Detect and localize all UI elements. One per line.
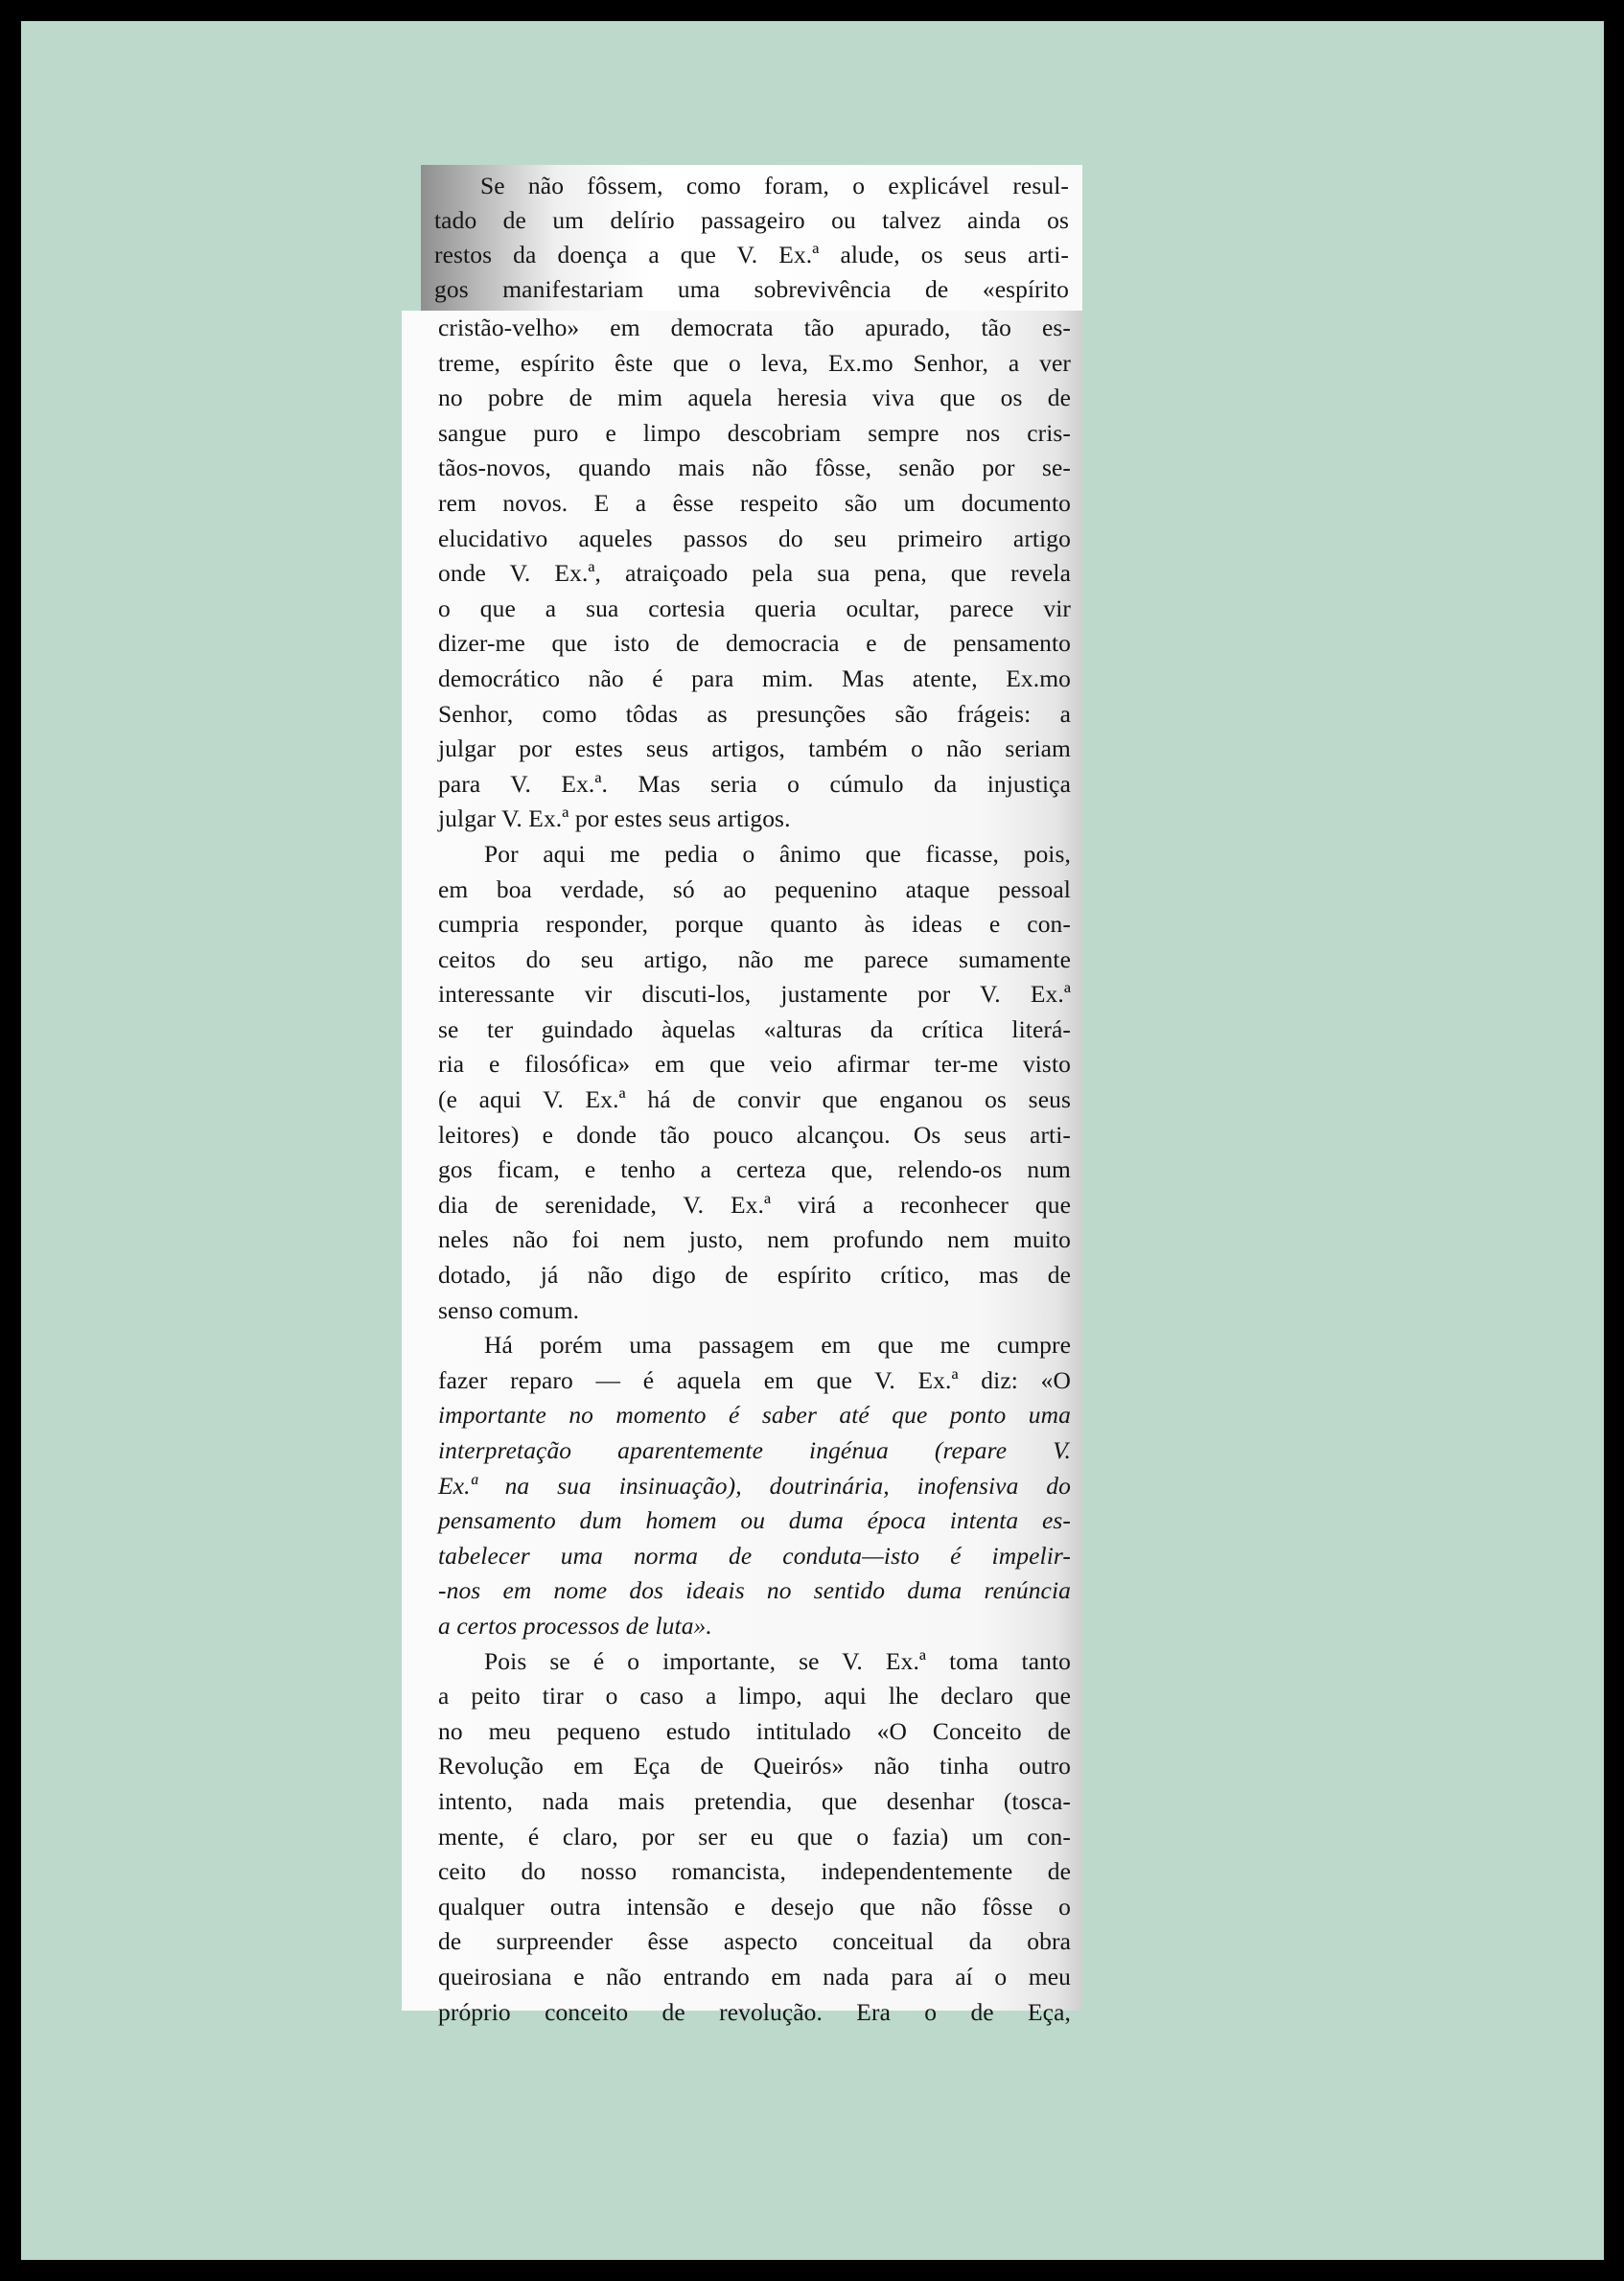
text-line: julgar por estes seus artigos, também o não seriam (438, 734, 1071, 763)
paragraph-1 (438, 311, 1071, 837)
text-line: Por aqui me pedia o ânimo que ficasse, pois, (484, 839, 1071, 868)
text-line: dotado, já não digo de espírito crítico, mas de (438, 1261, 1071, 1290)
text-line: rem novos. E a êsse respeito são um documento (438, 488, 1071, 517)
text-line: interpretação aparentemente ingénua (repare V. (438, 1436, 1071, 1464)
text-line: Ex.ª na sua insinuação), doutrinária, inofensiva do (438, 1471, 1071, 1500)
text-line: -nos em nome dos ideais no sentido duma renúncia (438, 1576, 1071, 1605)
text-line: onde V. Ex.ª, atraiçoado pela sua pena, que revela (438, 559, 1071, 588)
text-line: fazer reparo — é aquela em que V. Ex.ª diz: «O (438, 1365, 1071, 1394)
text-line: intento, nada mais pretendia, que desenhar (tosca- (438, 1786, 1071, 1815)
mounting-board (21, 21, 1604, 2260)
text-line: qualquer outra intensão e desejo que não fôsse o (438, 1892, 1071, 1920)
text-line: ceitos do seu artigo, não me parece sumamente (438, 944, 1071, 973)
text-line: de surpreender êsse aspecto conceitual da obra (438, 1927, 1071, 1956)
text-line: em boa verdade, só ao pequenino ataque pessoal (438, 874, 1071, 903)
text-line: tado de um delírio passageiro ou talvez ainda os (434, 206, 1069, 234)
text-line: interessante vir discuti-los, justamente por V. Ex.ª (438, 980, 1071, 1009)
text-line: Pois se é o importante, se V. Ex.ª toma tanto (484, 1646, 1071, 1675)
text-line: dizer-me que isto de democracia e de pensamento (438, 629, 1071, 658)
text-line: queirosiana e não entrando em nada para aí o meu (438, 1962, 1071, 1990)
text-line: senso comum. (438, 1295, 580, 1324)
paragraph-3 (438, 1328, 1071, 1643)
text-line: próprio conceito de revolução. Era o de Eça, (438, 1997, 1071, 2026)
text-line: importante no momento é saber até que ponto uma (438, 1401, 1071, 1430)
text-line: sangue puro e limpo descobriam sempre nos cris- (438, 418, 1071, 447)
text-line: mente, é claro, por ser eu que o fazia) um con- (438, 1822, 1071, 1850)
text-line: cumpria responder, porque quanto às ideas e con- (438, 910, 1071, 939)
paragraph-4 (438, 1644, 1071, 2031)
text-line: no meu pequeno estudo intitulado «O Conceito de (438, 1716, 1071, 1745)
text-line: treme, espírito êste que o leva, Ex.mo Senhor, a ver (438, 348, 1071, 377)
text-line: Há porém uma passagem em que me cumpre (484, 1331, 1071, 1360)
text-line: julgar V. Ex.ª por estes seus artigos. (438, 804, 791, 833)
text-line: dia de serenidade, V. Ex.ª virá a reconhecer que (438, 1190, 1071, 1219)
text-line: neles não foi nem justo, nem profundo nem muito (438, 1225, 1071, 1254)
text-line: democrático não é para mim. Mas atente, Ex.mo (438, 663, 1071, 692)
text-line: tãos-novos, quando mais não fôsse, senão por se- (438, 454, 1071, 482)
text-line: restos da doença a que V. Ex.ª alude, os seus arti- (434, 241, 1069, 268)
text-line: Senhor, como tôdas as presunções são frágeis: a (438, 699, 1071, 728)
text-line: leitores) e donde tão pouco alcançou. Os seus arti- (438, 1120, 1071, 1149)
text-line: elucidativo aqueles passos do seu primeiro artigo (438, 524, 1071, 552)
text-line: a certos processos de luta». (438, 1611, 712, 1640)
text-line: no pobre de mim aquela heresia viva que os de (438, 384, 1071, 412)
newspaper-clipping (402, 165, 1082, 2026)
text-line: a peito tirar o caso a limpo, aqui lhe declaro que (438, 1682, 1071, 1711)
text-line: ceito do nosso romancista, independentemente de (438, 1857, 1071, 1886)
clipping-top-fragment (421, 165, 1082, 311)
text-line: Revolução em Eça de Queirós» não tinha outro (438, 1752, 1071, 1781)
text-line: Se não fôssem, como foram, o explicável resul- (480, 172, 1069, 199)
text-line: se ter guindado àquelas «alturas da crítica literá- (438, 1014, 1071, 1043)
paragraph-2 (438, 837, 1071, 1328)
text-line: para V. Ex.ª. Mas seria o cúmulo da injustiça (438, 769, 1071, 798)
text-line: pensamento dum homem ou duma época intenta es- (438, 1506, 1071, 1535)
text-line: gos manifestariam uma sobrevivência de «espírito (434, 275, 1069, 303)
clipping-main-column (402, 311, 1082, 2026)
text-line: tabelecer uma norma de conduta—isto é impelir- (438, 1541, 1071, 1570)
text-line: gos ficam, e tenho a certeza que, relendo-os num (438, 1155, 1071, 1184)
text-line: ria e filosófica» em que veio afirmar ter-me visto (438, 1050, 1071, 1079)
text-line: (e aqui V. Ex.ª há de convir que enganou os seus (438, 1085, 1071, 1114)
text-line: o que a sua cortesia queria ocultar, parece vir (438, 594, 1071, 622)
text-line: cristão-velho» em democrata tão apurado, tão es- (438, 314, 1071, 341)
